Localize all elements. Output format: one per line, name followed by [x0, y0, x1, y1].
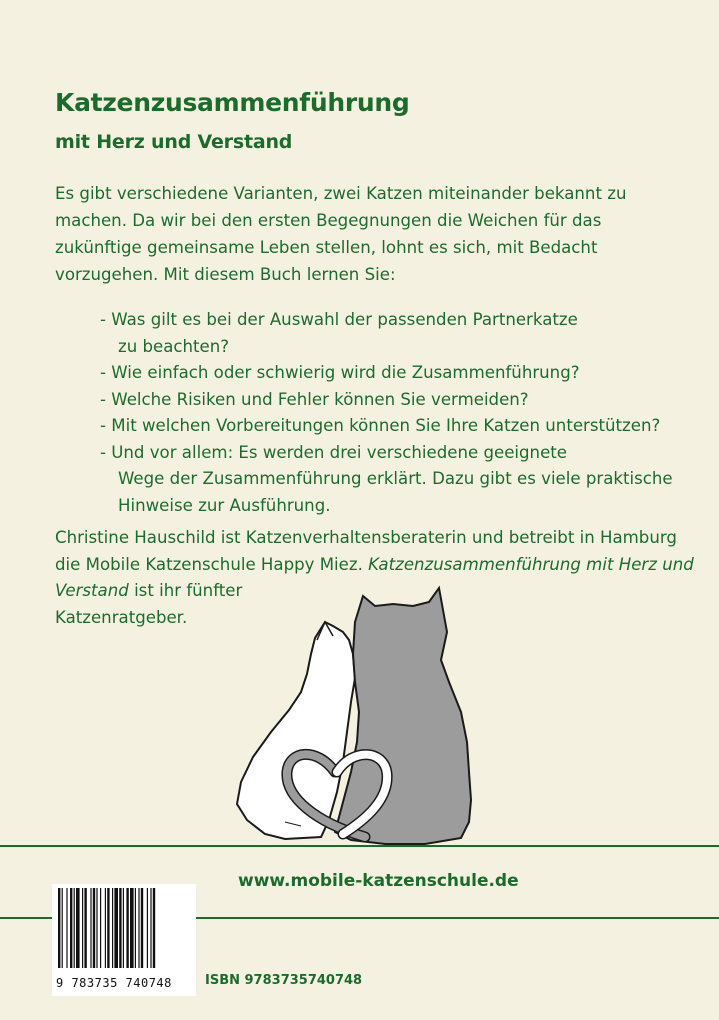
white-cat-shape: [237, 622, 355, 839]
intro-paragraph: Es gibt verschiedene Varianten, zwei Katzen miteinander bekannt zu machen. Da wir bei den ersten Begegnungen die Weichen für das zukünftige gemeinsame Leben stellen, lohnt es sich, mit Bedacht vorzugehen. Mit diesem Buch lernen Sie:: [55, 184, 627, 284]
book-title-italic: Katzenzusammenführung mit Herz und Verstand: [55, 554, 694, 600]
barcode-digits: 9 783735 740748: [56, 976, 172, 990]
website-url[interactable]: www.mobile-katzenschule.de: [238, 871, 519, 891]
learning-points-list: [100, 307, 700, 519]
list-item: - Und vor allem: Es werden drei verschiedene geeignete Wege der Zusammenführung erklärt. Dazu gibt es viele praktische Hinweise zur Ausführung.: [100, 442, 673, 515]
grey-cat-shape: [335, 588, 471, 844]
author-bio: Christine Hauschild ist Katzenverhaltensberaterin und betreibt in Hamburg die Mobile Katzenschule Happy Miez. Katzenzusammenführung mit Herz und Verstand ist ihr fünfter Katzenratgeber.: [55, 528, 694, 627]
list-item: - Wie einfach oder schwierig wird die Zusammenführung?: [100, 363, 580, 382]
list-item: - Was gilt es bei der Auswahl der passenden Partnerkatze zu beachten?: [100, 310, 578, 356]
isbn-number: ISBN 9783735740748: [205, 973, 363, 988]
book-title: Katzenzusammenführung: [55, 88, 410, 117]
ground-divider: [0, 845, 719, 847]
cats-illustration: [225, 582, 495, 851]
book-subtitle: mit Herz und Verstand: [55, 131, 293, 153]
isbn-barcode: [52, 884, 196, 996]
list-item: - Welche Risiken und Fehler können Sie vermeiden?: [100, 389, 529, 409]
list-item: - Mit welchen Vorbereitungen können Sie Ihre Katzen unterstützen?: [100, 416, 661, 435]
